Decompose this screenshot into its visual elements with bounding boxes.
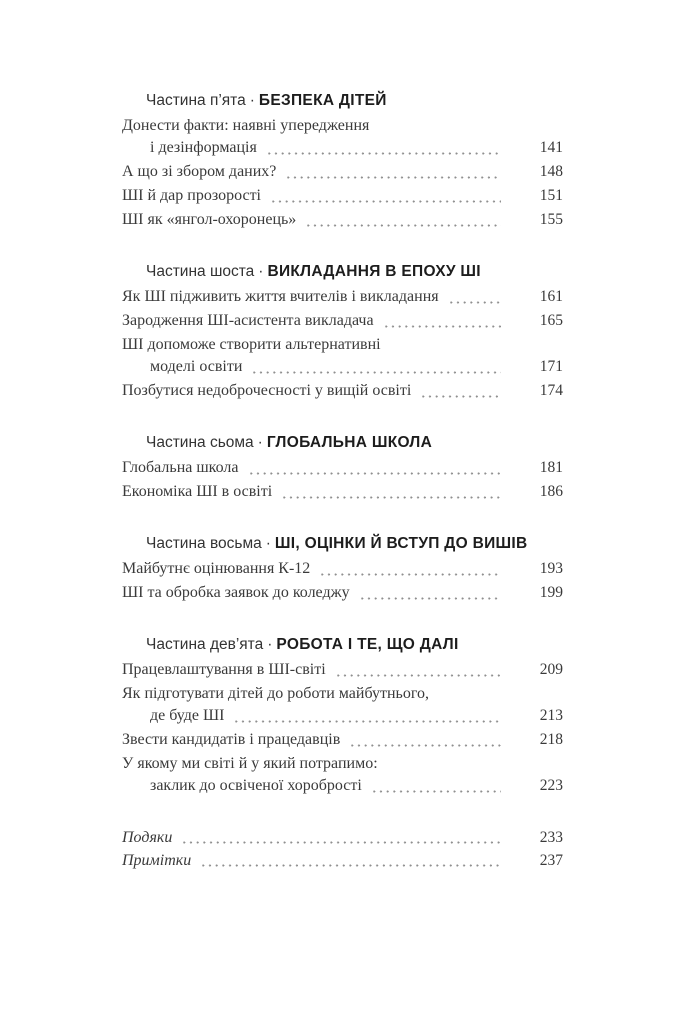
separator-dot: ·: [267, 636, 273, 653]
page-number: 155: [539, 211, 563, 228]
dotted-leader: [422, 395, 501, 398]
section-entries: [122, 658, 563, 798]
dotted-leader: [337, 674, 501, 677]
entry-line: [122, 208, 563, 232]
entry-line: [122, 114, 563, 138]
page-number: 148: [539, 163, 563, 180]
back-matter-title: Подяки: [122, 829, 173, 846]
toc-entry: [122, 114, 563, 160]
toc-section: [122, 89, 563, 232]
entry-line: [122, 682, 563, 706]
toc-entry: [122, 581, 563, 605]
section-header: [122, 633, 563, 657]
entry-line: [122, 160, 563, 184]
entry-line: [122, 355, 563, 379]
page-number: 209: [539, 661, 563, 678]
dotted-leader: [272, 200, 501, 203]
entry-line: [122, 774, 563, 798]
entry-title: А що зі збором даних?: [122, 163, 277, 180]
dotted-leader: [283, 496, 501, 499]
entry-line: [122, 658, 563, 682]
entry-title: У якому ми світі й у який потрапимо:: [122, 755, 378, 772]
dotted-leader: [351, 744, 501, 747]
part-title: РОБОТА І ТЕ, ЩО ДАЛІ: [276, 636, 459, 653]
entry-line: [122, 728, 563, 752]
section-entries: [122, 557, 563, 605]
page-number: 237: [539, 852, 563, 869]
part-title: ВИКЛАДАННЯ В ЕПОХУ ШІ: [267, 263, 481, 280]
part-label: Частина п’ята: [146, 92, 246, 109]
entry-title: Позбутися недоброчесності у вищій освіті: [122, 382, 412, 399]
dotted-leader: [268, 152, 501, 155]
toc-section: [122, 260, 563, 403]
dotted-leader: [250, 472, 501, 475]
part-label: Частина сьома: [146, 434, 254, 451]
entry-title: де буде ШІ: [150, 707, 225, 724]
toc-entry: [122, 658, 563, 682]
page-number: 186: [539, 483, 563, 500]
back-matter-entry: [122, 849, 563, 872]
page-number: 223: [539, 777, 563, 794]
table-of-contents: [122, 89, 563, 872]
entry-title: і дезінформація: [150, 139, 257, 156]
toc-entry: [122, 160, 563, 184]
section-entries: [122, 285, 563, 403]
toc-entry: [122, 379, 563, 403]
sections-container: [122, 89, 563, 798]
dotted-leader: [287, 176, 501, 179]
page-number: 233: [539, 829, 563, 846]
toc-section: [122, 633, 563, 798]
part-title: ШІ, ОЦІНКИ Й ВСТУП ДО ВИШІВ: [274, 535, 528, 552]
entry-title: Звести кандидатів і працедавців: [122, 731, 341, 748]
dotted-leader: [321, 573, 501, 576]
entry-title: Майбутнє оцінювання К-12: [122, 560, 311, 577]
dotted-leader: [202, 864, 501, 867]
toc-entry: [122, 208, 563, 232]
page-number: 151: [539, 187, 563, 204]
dotted-leader: [385, 325, 501, 328]
entry-line: [122, 136, 563, 160]
toc-entry: [122, 333, 563, 379]
section-header: [122, 260, 563, 284]
entry-title: заклик до освіченої хоробрості: [150, 777, 362, 794]
entry-title: ШІ допоможе створити альтернативні: [122, 336, 381, 353]
dotted-leader: [235, 720, 501, 723]
back-matter-entry: [122, 826, 563, 849]
toc-section: [122, 532, 563, 605]
page-number: 161: [539, 288, 563, 305]
separator-dot: ·: [265, 535, 271, 552]
toc-entry: [122, 480, 563, 504]
section-header: [122, 89, 563, 113]
page-number: 218: [539, 731, 563, 748]
entry-title: моделі освіти: [150, 358, 243, 375]
entry-line: [122, 309, 563, 333]
section-header: [122, 532, 563, 556]
separator-dot: ·: [249, 92, 255, 109]
toc-entry: [122, 557, 563, 581]
dotted-leader: [307, 224, 501, 227]
dotted-leader: [253, 371, 501, 374]
part-title: ГЛОБАЛЬНА ШКОЛА: [266, 434, 433, 451]
entry-title: Як ШІ підживить життя вчителів і викладання: [122, 288, 439, 305]
part-label: Частина шоста: [146, 263, 255, 280]
part-label: Частина дев’ята: [146, 636, 264, 653]
part-title: БЕЗПЕКА ДІТЕЙ: [258, 92, 387, 109]
separator-dot: ·: [257, 434, 263, 451]
toc-entry: [122, 184, 563, 208]
page-number: 174: [539, 382, 563, 399]
toc-entry: [122, 309, 563, 333]
dotted-leader: [361, 597, 501, 600]
entry-title: Зародження ШІ-асистента викладача: [122, 312, 374, 329]
section-entries: [122, 456, 563, 504]
back-matter-title: Примітки: [122, 852, 192, 869]
entry-title: ШІ й дар прозорості: [122, 187, 261, 204]
page-number: 165: [539, 312, 563, 329]
section-entries: [122, 114, 563, 232]
separator-dot: ·: [258, 263, 264, 280]
toc-entry: [122, 456, 563, 480]
entry-line: [122, 333, 563, 357]
entry-title: Як підготувати дітей до роботи майбутнього,: [122, 685, 430, 702]
entry-line: [122, 184, 563, 208]
page-number: 141: [539, 139, 563, 156]
entry-line: [122, 752, 563, 776]
dotted-leader: [373, 790, 501, 793]
entry-title: Глобальна школа: [122, 459, 239, 476]
toc-entry: [122, 752, 563, 798]
dotted-leader: [183, 841, 501, 844]
toc-section: [122, 431, 563, 504]
entry-title: Працевлаштування в ШІ-світі: [122, 661, 326, 678]
back-matter: [122, 826, 563, 872]
entry-line: [122, 456, 563, 480]
entry-title: ШІ як «янгол-охоронець»: [122, 211, 297, 228]
part-label: Частина восьма: [146, 535, 262, 552]
toc-entry: [122, 728, 563, 752]
toc-entry: [122, 285, 563, 309]
page-number: 193: [539, 560, 563, 577]
entry-line: [122, 704, 563, 728]
entry-title: Економіка ШІ в освіті: [122, 483, 273, 500]
page-number: 171: [539, 358, 563, 375]
page-number: 213: [539, 707, 563, 724]
entry-title: ШІ та обробка заявок до коледжу: [122, 584, 350, 601]
entry-line: [122, 581, 563, 605]
entry-line: [122, 557, 563, 581]
page-number: 181: [539, 459, 563, 476]
entry-line: [122, 285, 563, 309]
toc-entry: [122, 682, 563, 728]
entry-line: [122, 379, 563, 403]
section-header: [122, 431, 563, 455]
entry-title: Донести факти: наявні упередження: [122, 117, 370, 134]
dotted-leader: [450, 301, 501, 304]
entry-line: [122, 480, 563, 504]
page-number: 199: [539, 584, 563, 601]
